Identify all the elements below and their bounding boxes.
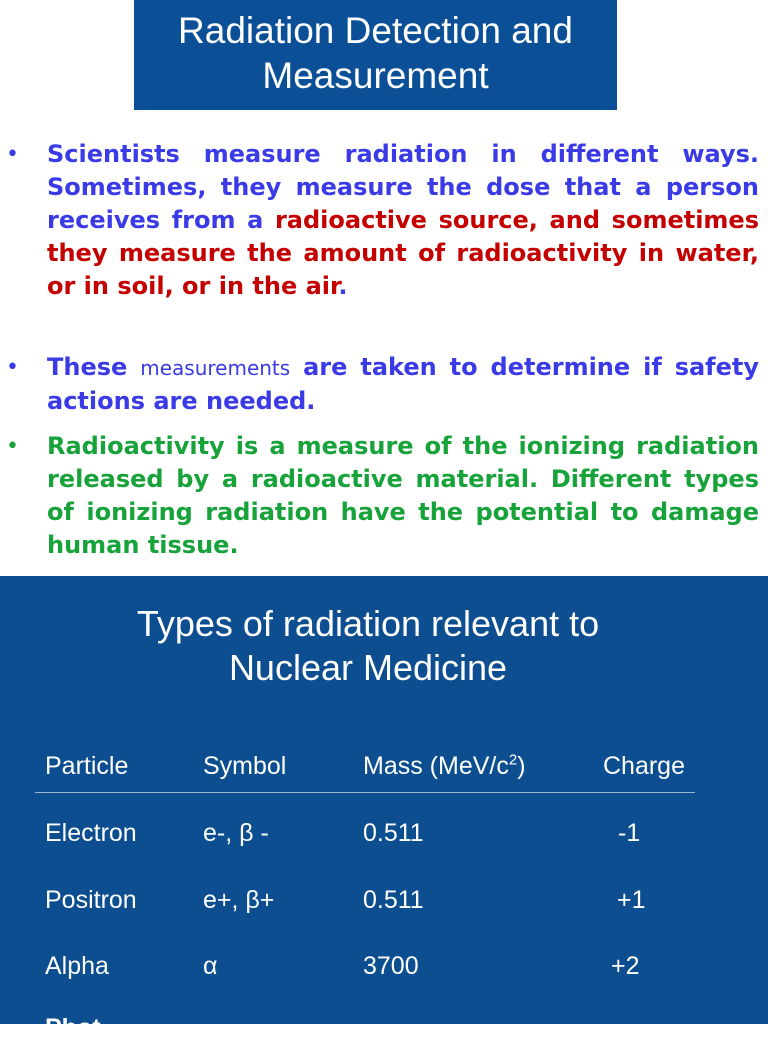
cell-mass: 3700 — [363, 952, 419, 980]
bullet-1-segment-red: radioactive source, and sometimes they measure the amount of radioactivity in water, or in soil, or in the air — [47, 206, 759, 300]
cell-particle: Positron — [45, 886, 137, 914]
bullet-2-segment-b: are taken to determine if safety actions are needed. — [47, 353, 760, 415]
header-mass-superscript: 2 — [508, 751, 518, 769]
bullet-text-1 — [47, 138, 759, 303]
slide-title-line-2: Measurement — [262, 55, 489, 96]
bullet-text-2 — [47, 351, 759, 418]
cell-charge: +2 — [611, 952, 640, 980]
cell-particle: Electron — [45, 819, 137, 847]
bullet-2-segment-a: These — [47, 353, 141, 381]
header-mass-text: Mass (MeV/c — [363, 752, 509, 780]
bullet-1-segment-blue: Scientists measure radiation in different ways. Sometimes, they measure the dose that a person receives from a — [47, 140, 759, 234]
header-mass-close: ) — [517, 752, 526, 780]
bullet-dot: • — [6, 434, 19, 459]
header-mass — [363, 752, 526, 781]
header-particle: Particle — [45, 752, 129, 780]
header-symbol: Symbol — [203, 752, 287, 780]
panel-title-line-1: Types of radiation relevant to — [136, 603, 600, 644]
cell-particle: Alpha — [45, 952, 109, 980]
header-divider — [35, 792, 695, 793]
cell-symbol: e+, β+ — [203, 886, 275, 914]
cell-symbol: e-, β - — [203, 819, 269, 847]
cell-symbol: α — [203, 952, 218, 980]
bullet-2-segment-small: measurements — [140, 356, 291, 380]
header-charge: Charge — [603, 752, 685, 780]
bullet-dot: • — [6, 355, 19, 380]
bullet-text-3: Radioactivity is a measure of the ionizing radiation released by a radioactive material. Different types of ionizing radiation have the potential to damage human tissue. — [47, 432, 759, 559]
cell-charge: -1 — [618, 819, 641, 847]
slide-title-line-1: Radiation Detection and — [178, 10, 573, 51]
radiation-types-panel — [0, 576, 768, 1042]
cell-charge: +1 — [617, 886, 646, 914]
cell-mass: 0.511 — [363, 886, 424, 914]
panel-title-line-2: Nuclear Medicine — [228, 647, 508, 688]
slide-title — [134, 0, 617, 110]
bullet-1-segment-period: . — [338, 272, 348, 300]
bullet-dot: • — [6, 142, 19, 167]
cell-particle-cutoff: Phot — [45, 1014, 101, 1042]
cell-mass: 0.511 — [363, 819, 424, 847]
panel-title — [0, 602, 736, 690]
